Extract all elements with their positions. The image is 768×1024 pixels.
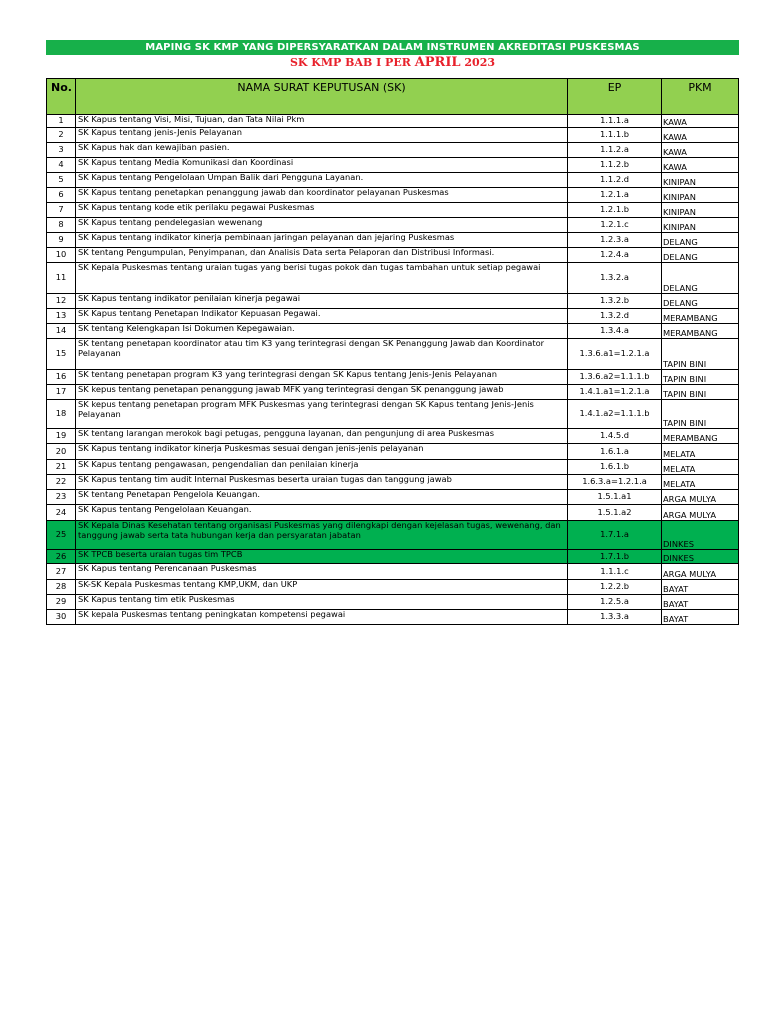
sk-name: SK Kapus tentang tim etik Puskesmas [76,595,568,610]
table-row [47,128,739,143]
row-number: 1 [47,115,76,128]
subtitle-year: 2023 [460,56,496,69]
pkm-name: DELANG [662,248,739,263]
row-number: 2 [47,128,76,143]
pkm-name: MERAMBANG [662,309,739,324]
table-row [47,143,739,158]
table-row [47,550,739,564]
pkm-name: BAYAT [662,595,739,610]
table-header-row [47,79,739,115]
ep-code: 1.4.1.a2=1.1.1.b [568,400,662,429]
sk-name: SK tentang Pengumpulan, Penyimpanan, dan Analisis Data serta Pelaporan dan Distribusi Informasi. [76,248,568,263]
pkm-name: KINIPAN [662,218,739,233]
pkm-name: BAYAT [662,610,739,625]
sk-name: SK Kapus tentang indikator kinerja Puskesmas sesuai dengan jenis-jenis pelayanan [76,444,568,460]
ep-code: 1.6.3.a=1.2.1.a [568,475,662,490]
sk-name: SK Kapus tentang tim audit Internal Puskesmas beserta uraian tugas dan tanggung jawab [76,475,568,490]
pkm-name: DELANG [662,294,739,309]
table-row [47,339,739,370]
sk-name: SK kepala Puskesmas tentang peningkatan kompetensi pegawai [76,610,568,625]
pkm-name: DELANG [662,263,739,294]
document-title-banner: MAPING SK KMP YANG DIPERSYARATKAN DALAM INSTRUMEN AKREDITASI PUSKESMAS [46,40,739,55]
header-pkm: PKM [662,79,739,115]
ep-code: 1.3.2.b [568,294,662,309]
sk-name: SK Kapus tentang Penetapan Indikator Kepuasan Pegawai. [76,309,568,324]
pkm-name: KINIPAN [662,173,739,188]
ep-code: 1.2.5.a [568,595,662,610]
pkm-name: TAPIN BINI [662,339,739,370]
ep-code: 1.3.2.d [568,309,662,324]
table-row [47,158,739,173]
table-row [47,564,739,580]
sk-name: SK Kapus tentang pendelegasian wewenang [76,218,568,233]
table-row [47,203,739,218]
ep-code: 1.1.2.a [568,143,662,158]
sk-name: SK tentang larangan merokok bagi petugas, pengguna layanan, dan pengunjung di area Puskesmas [76,429,568,444]
sk-name: SK kepus tentang penetapan program MFK Puskesmas yang terintegrasi dengan SK Kapus tentang Jenis-Jenis Pelayanan [76,400,568,429]
document-subtitle [46,55,739,71]
pkm-name: ARGA MULYA [662,564,739,580]
row-number: 18 [47,400,76,429]
pkm-name: KINIPAN [662,188,739,203]
ep-code: 1.3.6.a2=1.1.1.b [568,370,662,385]
ep-code: 1.5.1.a1 [568,490,662,505]
table-row [47,460,739,475]
row-number: 4 [47,158,76,173]
ep-code: 1.2.1.c [568,218,662,233]
header-sk-name: NAMA SURAT KEPUTUSAN (SK) [76,79,568,115]
pkm-name: KAWA [662,128,739,143]
ep-code: 1.1.1.c [568,564,662,580]
ep-code: 1.2.4.a [568,248,662,263]
table-body [47,115,739,625]
pkm-name: MELATA [662,444,739,460]
ep-code: 1.1.2.d [568,173,662,188]
sk-name: SK TPCB beserta uraian tugas tim TPCB [76,550,568,564]
table-row [47,173,739,188]
row-number: 7 [47,203,76,218]
row-number: 15 [47,339,76,370]
pkm-name: TAPIN BINI [662,385,739,400]
pkm-name: MELATA [662,460,739,475]
sk-name: SK Kapus hak dan kewajiban pasien. [76,143,568,158]
sk-name: SK Kapus tentang Media Komunikasi dan Koordinasi [76,158,568,173]
sk-name: SK Kapus tentang Perencanaan Puskesmas [76,564,568,580]
pkm-name: TAPIN BINI [662,370,739,385]
sk-name: SK Kepala Dinas Kesehatan tentang organisasi Puskesmas yang dilengkapi dengan kejelasan tugas, wewenang, dan tanggung jawab serta tata hubungan kerja dan persyaratan jabatan [76,521,568,550]
sk-name: SK Kapus tentang kode etik perilaku pegawai Puskesmas [76,203,568,218]
sk-name: SK Kapus tentang indikator penilaian kinerja pegawai [76,294,568,309]
ep-code: 1.6.1.b [568,460,662,475]
row-number: 19 [47,429,76,444]
ep-code: 1.1.2.b [568,158,662,173]
row-number: 20 [47,444,76,460]
table-row [47,218,739,233]
sk-name: SK-SK Kepala Puskesmas tentang KMP,UKM, dan UKP [76,580,568,595]
pkm-name: ARGA MULYA [662,490,739,505]
pkm-name: BAYAT [662,580,739,595]
sk-name: SK Kapus tentang penetapkan penanggung jawab dan koordinator pelayanan Puskesmas [76,188,568,203]
ep-code: 1.4.1.a1=1.2.1.a [568,385,662,400]
table-row [47,324,739,339]
row-number: 22 [47,475,76,490]
table-row [47,263,739,294]
table-row [47,490,739,505]
table-row [47,580,739,595]
sk-name: SK Kapus tentang Pengelolaan Umpan Balik dari Pengguna Layanan. [76,173,568,188]
pkm-name: ARGA MULYA [662,505,739,521]
row-number: 16 [47,370,76,385]
row-number: 27 [47,564,76,580]
row-number: 30 [47,610,76,625]
pkm-name: DINKES [662,521,739,550]
pkm-name: KAWA [662,143,739,158]
table-row [47,294,739,309]
pkm-name: MELATA [662,475,739,490]
table-row [47,385,739,400]
ep-code: 1.1.1.a [568,115,662,128]
row-number: 23 [47,490,76,505]
sk-name: SK Kapus tentang indikator kinerja pembinaan jaringan pelayanan dan jejaring Puskesmas [76,233,568,248]
ep-code: 1.3.6.a1=1.2.1.a [568,339,662,370]
pkm-name: KAWA [662,158,739,173]
table-row [47,400,739,429]
pkm-name: MERAMBANG [662,429,739,444]
row-number: 13 [47,309,76,324]
ep-code: 1.4.5.d [568,429,662,444]
ep-code: 1.2.1.a [568,188,662,203]
table-row [47,610,739,625]
row-number: 24 [47,505,76,521]
ep-code: 1.7.1.a [568,521,662,550]
table-row [47,233,739,248]
row-number: 10 [47,248,76,263]
ep-code: 1.3.3.a [568,610,662,625]
row-number: 21 [47,460,76,475]
pkm-name: MERAMBANG [662,324,739,339]
table-row [47,188,739,203]
row-number: 26 [47,550,76,564]
pkm-name: DELANG [662,233,739,248]
header-no: No. [47,79,76,115]
sk-name: SK tentang Kelengkapan Isi Dokumen Kepegawaian. [76,324,568,339]
sk-name: SK Kepala Puskesmas tentang uraian tugas yang berisi tugas pokok dan tugas tambahan untuk setiap pegawai [76,263,568,294]
sk-name: SK Kapus tentang Pengelolaan Keuangan. [76,505,568,521]
ep-code: 1.5.1.a2 [568,505,662,521]
table-row [47,444,739,460]
ep-code: 1.7.1.b [568,550,662,564]
table-row [47,429,739,444]
header-ep: EP [568,79,662,115]
table-row [47,370,739,385]
ep-code: 1.6.1.a [568,444,662,460]
subtitle-month: APRIL [414,55,461,70]
sk-name: SK Kapus tentang pengawasan, pengendalian dan penilaian kinerja [76,460,568,475]
sk-name: SK Kapus tentang Visi, Misi, Tujuan, dan Tata Nilai Pkm [76,115,568,128]
row-number: 11 [47,263,76,294]
table-row [47,115,739,128]
table-row [47,248,739,263]
sk-name: SK tentang penetapan program K3 yang terintegrasi dengan SK Kapus tentang Jenis-Jenis Pelayanan [76,370,568,385]
ep-code: 1.2.3.a [568,233,662,248]
row-number: 12 [47,294,76,309]
pkm-name: KINIPAN [662,203,739,218]
row-number: 28 [47,580,76,595]
row-number: 3 [47,143,76,158]
sk-name: SK Kapus tentang jenis-Jenis Pelayanan [76,128,568,143]
table-row [47,475,739,490]
row-number: 5 [47,173,76,188]
subtitle-prefix: SK KMP BAB I PER [289,56,415,69]
row-number: 8 [47,218,76,233]
table-row [47,309,739,324]
ep-code: 1.2.2.b [568,580,662,595]
pkm-name: DINKES [662,550,739,564]
ep-code: 1.3.2.a [568,263,662,294]
table-row [47,521,739,550]
sk-table [46,78,739,625]
row-number: 29 [47,595,76,610]
table-row [47,505,739,521]
row-number: 25 [47,521,76,550]
sk-name: SK kepus tentang penetapan penanggung jawab MFK yang terintegrasi dengan SK penanggung jawab [76,385,568,400]
table-row [47,595,739,610]
ep-code: 1.2.1.b [568,203,662,218]
pkm-name: KAWA [662,115,739,128]
pkm-name: TAPIN BINI [662,400,739,429]
ep-code: 1.1.1.b [568,128,662,143]
row-number: 9 [47,233,76,248]
row-number: 17 [47,385,76,400]
sk-name: SK tentang Penetapan Pengelola Keuangan. [76,490,568,505]
ep-code: 1.3.4.a [568,324,662,339]
row-number: 6 [47,188,76,203]
row-number: 14 [47,324,76,339]
sk-name: SK tentang penetapan koordinator atau tim K3 yang terintegrasi dengan SK Penanggung Jawab dan Koordinator Pelayanan [76,339,568,370]
